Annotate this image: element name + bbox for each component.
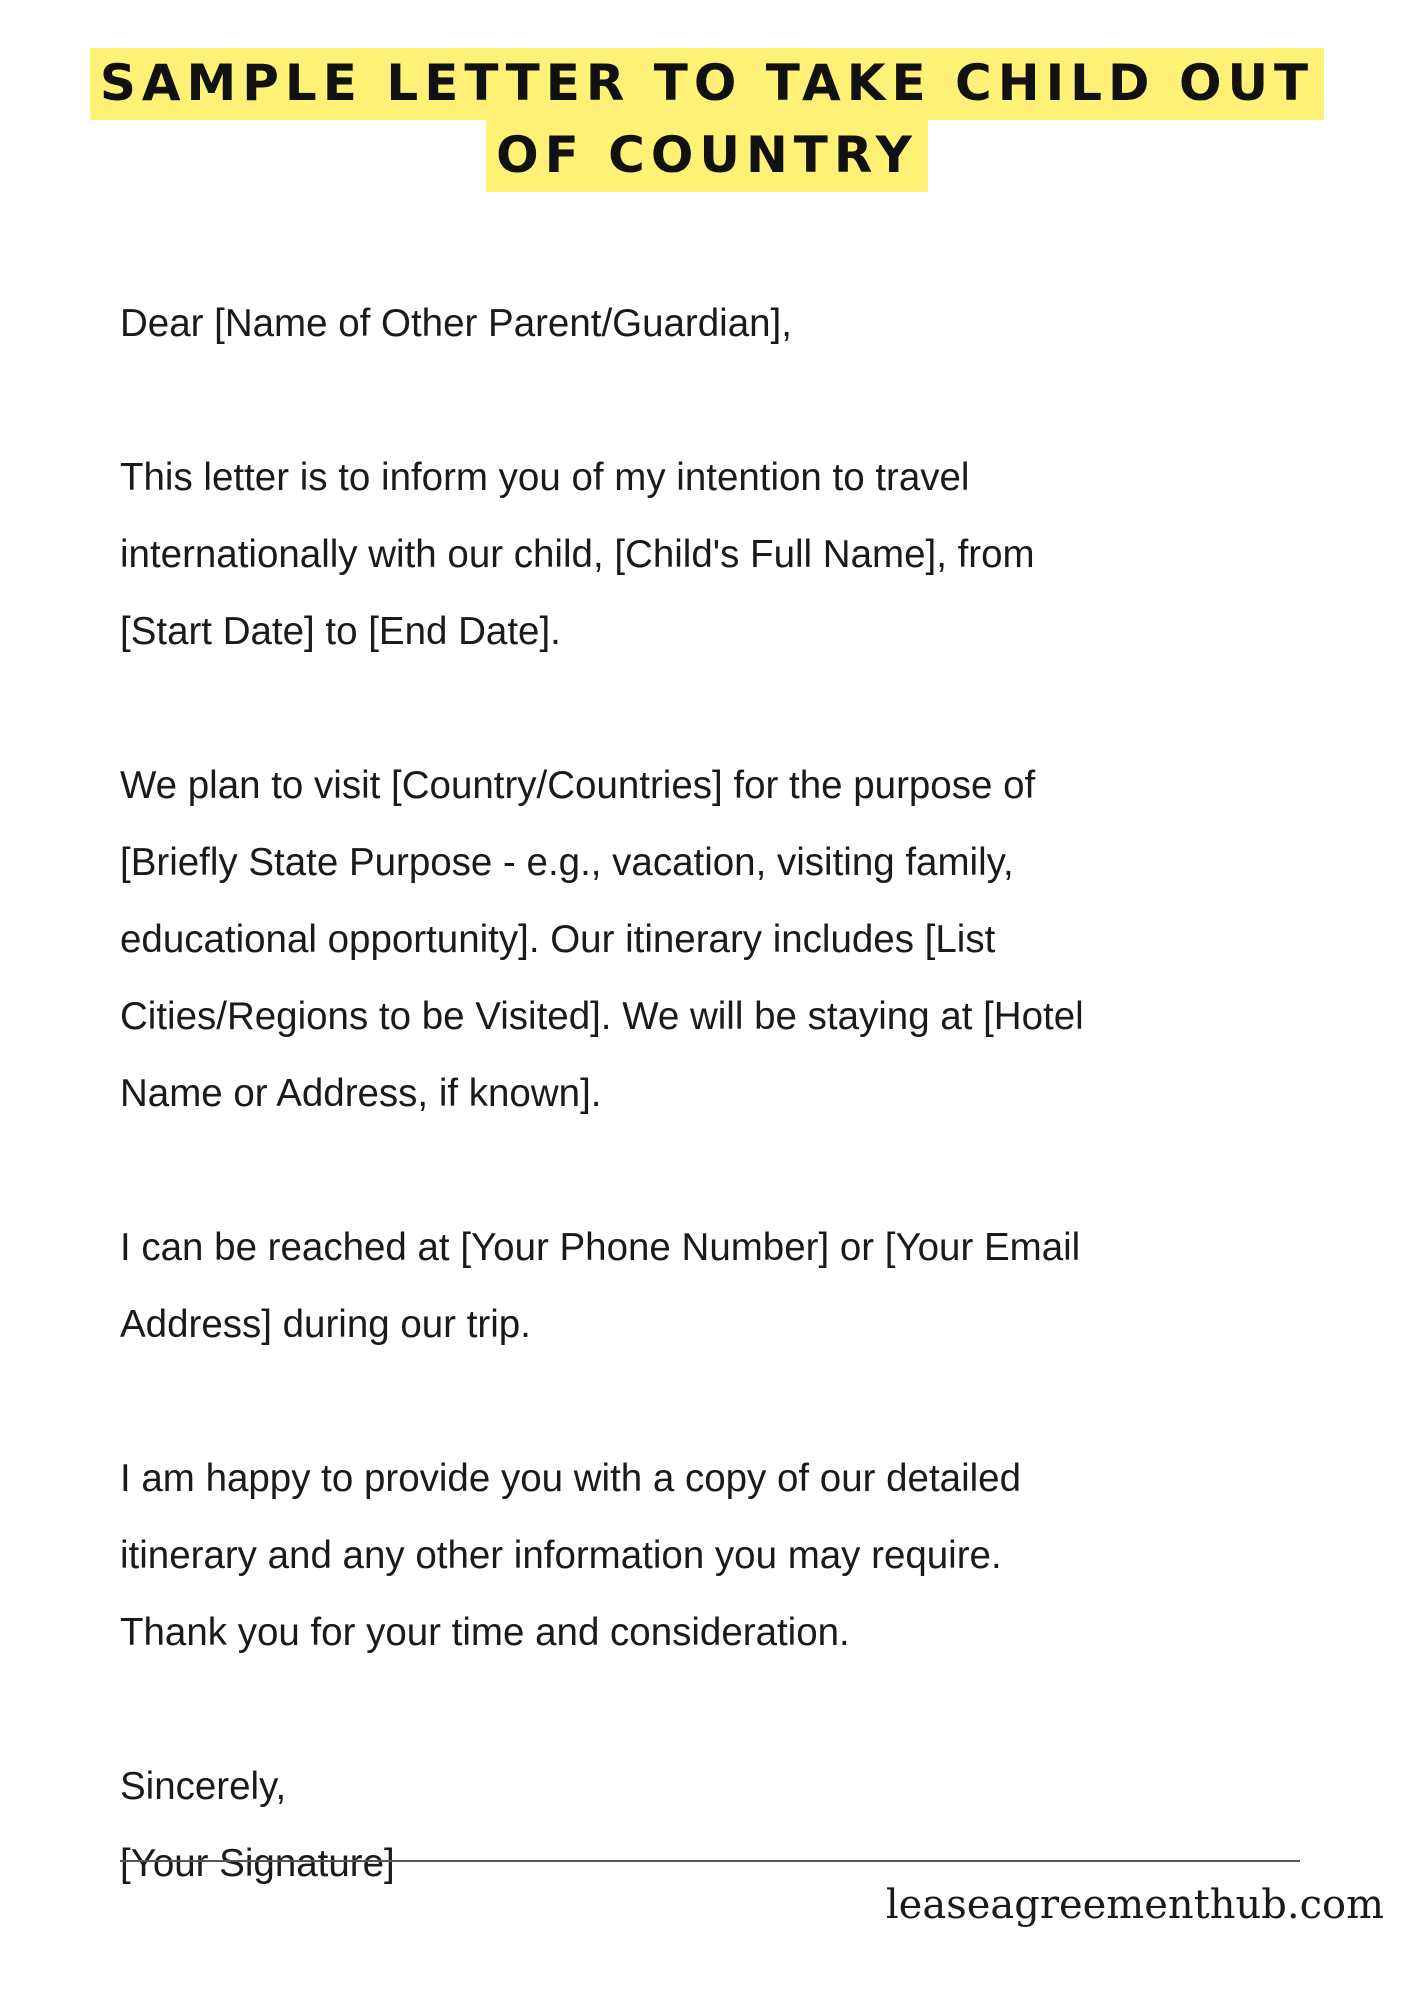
paragraph-line: Cities/Regions to be Visited]. We will be staying at [Hotel — [120, 995, 1084, 1038]
site-watermark: leaseagreementhub.com — [885, 1882, 1384, 1928]
signature-placeholder: [Your Signature] — [120, 1842, 395, 1885]
paragraph-line: Name or Address, if known]. — [120, 1072, 602, 1115]
paragraph-line: This letter is to inform you of my intention to travel — [120, 456, 970, 499]
paragraph-itinerary — [120, 747, 1350, 1132]
paragraph-line: Address] during our trip. — [120, 1303, 531, 1346]
paragraph-line: [Briefly State Purpose - e.g., vacation, visiting family, — [120, 841, 1014, 884]
letter-title — [0, 48, 1414, 192]
paragraph-closing-remarks — [120, 1440, 1350, 1671]
salutation — [120, 285, 1350, 362]
paragraph-contact — [120, 1209, 1350, 1363]
signature-line — [120, 1860, 1300, 1862]
paragraph-line: I am happy to provide you with a copy of our detailed — [120, 1457, 1022, 1500]
closing-block — [120, 1748, 1350, 1902]
title-line-1: SAMPLE LETTER TO TAKE CHILD OUT — [90, 48, 1324, 120]
paragraph-line: Thank you for your time and consideration. — [120, 1611, 850, 1654]
letter-body — [120, 285, 1350, 1902]
paragraph-line: internationally with our child, [Child's Full Name], from — [120, 533, 1035, 576]
paragraph-line: educational opportunity]. Our itinerary includes [List — [120, 918, 996, 961]
paragraph-line: [Start Date] to [End Date]. — [120, 610, 561, 653]
salutation-text: Dear [Name of Other Parent/Guardian], — [120, 302, 792, 345]
paragraph-line: I can be reached at [Your Phone Number] or [Your Email — [120, 1226, 1081, 1269]
paragraph-intent — [120, 439, 1350, 670]
title-line-2: OF COUNTRY — [486, 120, 928, 192]
paragraph-line: We plan to visit [Country/Countries] for the purpose of — [120, 764, 1036, 807]
paragraph-line: itinerary and any other information you may require. — [120, 1534, 1002, 1577]
closing-text: Sincerely, — [120, 1765, 287, 1808]
